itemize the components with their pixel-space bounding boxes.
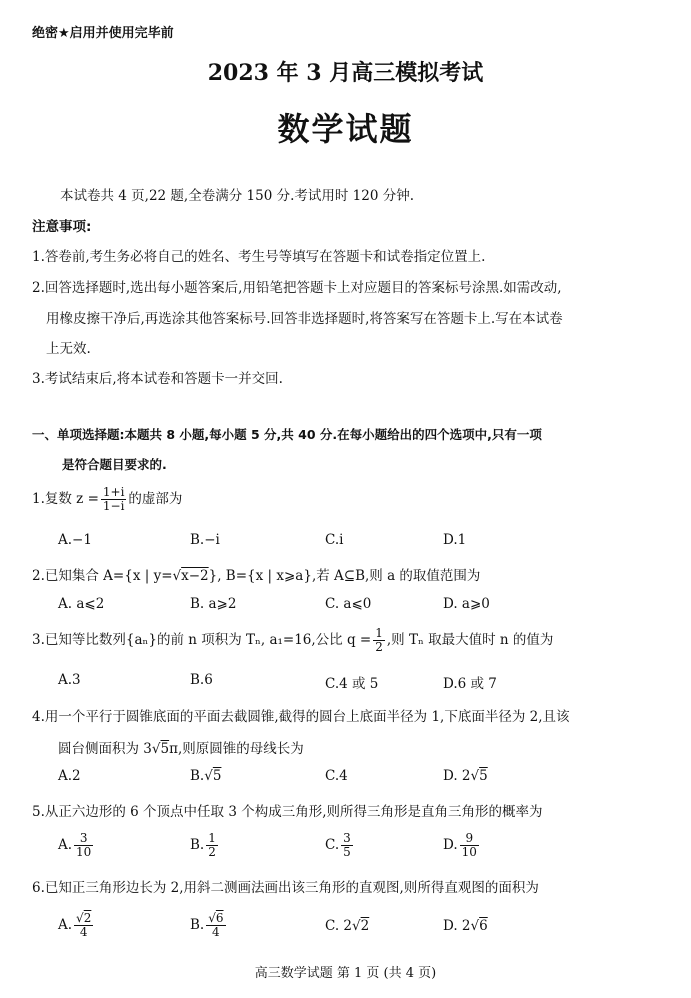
- q1-option-d: D.1: [443, 532, 467, 548]
- intro-text: 本试卷共 4 页,22 题,全卷满分 150 分.考试用时 120 分钟.: [60, 188, 415, 204]
- q6-option-b: B. $\frac{√6}{4}$: [190, 911, 224, 939]
- section-heading-line-1: 一、单项选择题:本题共 8 小题,每小题 5 分,共 40 分.在每小题给出的四个选项中,只有一项: [32, 427, 542, 442]
- question-1: [32, 486, 182, 513]
- q2-option-c: C. a⩽0: [325, 596, 372, 612]
- exam-title: 2023 年 3 月高三模拟考试: [207, 60, 484, 86]
- q5-option-a: A. $\frac{3}{10}$: [58, 831, 92, 859]
- section-heading-line-2: 是符合题目要求的.: [62, 457, 167, 472]
- q5-option-d: D. $\frac{9}{10}$: [443, 831, 477, 859]
- q1-fraction: $\frac{1+i}{1-i}$: [102, 485, 125, 513]
- q3-option-b: B.6: [190, 672, 213, 688]
- q5-option-b: B. $\frac{1}{2}$: [190, 831, 216, 859]
- q6-option-c: C. 2√2: [325, 918, 370, 934]
- q1-prefix: 1.复数 z =: [32, 491, 99, 507]
- q2-option-d: D. a⩾0: [443, 596, 490, 612]
- q2-option-b: B. a⩾2: [190, 596, 237, 612]
- q4-option-c: C.4: [325, 768, 348, 784]
- confidential-label: 绝密★启用并使用完毕前: [32, 26, 174, 41]
- question-2: 2.已知集合 A={x | y=√x−2}, B={x | x⩾a},若 A⊆B,则 a 的取值范围为: [32, 568, 481, 584]
- notice-item-1: 1.答卷前,考生务必将自己的姓名、考生号等填写在答题卡和试卷指定位置上.: [32, 249, 486, 265]
- q5-option-c: C. $\frac{3}{5}$: [325, 831, 351, 859]
- q3-option-d: D.6 或 7: [443, 676, 497, 692]
- notice-item-3: 3.考试结束后,将本试卷和答题卡一并交回.: [32, 371, 283, 387]
- notice-heading: 注意事项:: [32, 219, 92, 235]
- q6-option-d: D. 2√6: [443, 918, 488, 934]
- q1-option-c: C.i: [325, 532, 344, 548]
- question-3: 3.已知等比数列{aₙ}的前 n 项积为 Tₙ, a₁=16,公比 q = $\frac{1}{2}$ ,则 Tₙ 取最大值时 n 的值为: [32, 626, 554, 654]
- question-5: 5.从正六边形的 6 个顶点中任取 3 个构成三角形,则所得三角形是直角三角形的概率为: [32, 804, 543, 820]
- q1-option-b: B.−i: [190, 532, 220, 548]
- q1-option-a: A.−1: [58, 532, 92, 548]
- q3-option-a: A.3: [58, 672, 81, 688]
- notice-item-2-line-2: 用橡皮擦干净后,再选涂其他答案标号.回答非选择题时,将答案写在答题卡上.写在本试卷: [46, 311, 563, 327]
- q6-option-a: A. $\frac{√2}{4}$: [58, 911, 92, 939]
- question-4-line-1: 4.用一个平行于圆锥底面的平面去截圆锥,截得的圆台上底面半径为 1,下底面半径为 2,且该: [32, 709, 570, 725]
- q3-option-c: C.4 或 5: [325, 676, 379, 692]
- q3-fraction: $\frac{1}{2}$: [375, 626, 383, 654]
- q4-option-b: B.√5: [190, 768, 222, 784]
- question-6: 6.已知正三角形边长为 2,用斜二测画法画出该三角形的直观图,则所得直观图的面积为: [32, 880, 539, 896]
- notice-item-2-line-3: 上无效.: [46, 341, 91, 357]
- q1-suffix: 的虚部为: [128, 491, 183, 507]
- question-4-line-2: 圆台侧面积为 3√5π,则原圆锥的母线长为: [58, 741, 304, 757]
- notice-item-2-line-1: 2.回答选择题时,选出每小题答案后,用铅笔把答题卡上对应题目的答案标号涂黑.如需改动,: [32, 280, 562, 296]
- q4-option-d: D. 2√5: [443, 768, 488, 784]
- q2-option-a: A. a⩽2: [58, 596, 105, 612]
- subject-title: 数学试题: [277, 110, 414, 148]
- q4-option-a: A.2: [58, 768, 81, 784]
- page-footer: 高三数学试题 第 1 页 (共 4 页): [254, 966, 437, 981]
